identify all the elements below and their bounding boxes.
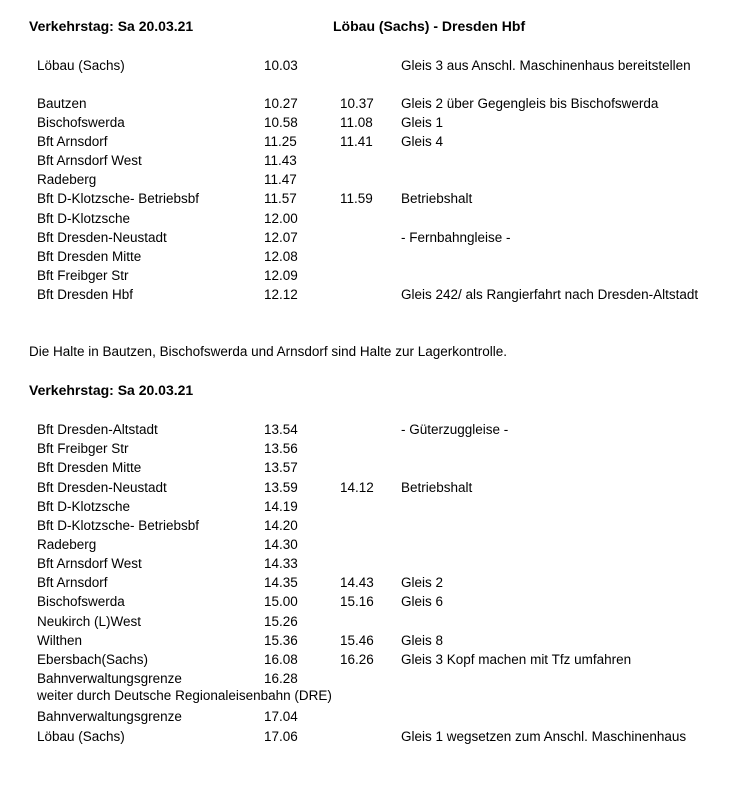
- station-name: Bft D-Klotzsche: [37, 499, 131, 514]
- arrival-time: 11.47: [264, 172, 297, 187]
- section1-date-heading: Verkehrstag: Sa 20.03.21: [29, 18, 194, 34]
- section2-note: weiter durch Deutsche Regionaleisenbahn (DRE): [37, 688, 332, 703]
- departure-time: 10.37: [340, 96, 374, 111]
- arrival-time: 12.08: [264, 249, 298, 264]
- departure-time: 16.26: [340, 652, 374, 667]
- track-remark: - Fernbahngleise -: [401, 230, 511, 245]
- station-name: Bft Dresden Hbf: [37, 287, 134, 302]
- arrival-time: 12.00: [264, 211, 298, 226]
- departure-time: 14.43: [340, 575, 374, 590]
- station-name: Bahnverwaltungsgrenze: [37, 709, 182, 724]
- departure-time: 15.16: [340, 594, 374, 609]
- station-name: Bft Dresden-Neustadt: [37, 230, 167, 245]
- track-remark: Betriebshalt: [401, 191, 473, 206]
- station-name: Bft Dresden-Altstadt: [37, 422, 158, 437]
- station-name: Bischofswerda: [37, 115, 125, 130]
- arrival-time: 14.35: [264, 575, 298, 590]
- arrival-time: 13.56: [264, 441, 298, 456]
- station-name: Bischofswerda: [37, 594, 125, 609]
- track-remark: Gleis 1 wegsetzen zum Anschl. Maschinenhaus: [401, 729, 687, 744]
- station-name: Bft Arnsdorf: [37, 575, 108, 590]
- station-name: Löbau (Sachs): [37, 729, 125, 744]
- arrival-time: 10.27: [264, 96, 298, 111]
- arrival-time: 11.57: [264, 191, 297, 206]
- track-remark: Gleis 1: [401, 115, 444, 130]
- station-name: Radeberg: [37, 172, 97, 187]
- track-remark: Gleis 2: [401, 575, 444, 590]
- section2-date-heading: Verkehrstag: Sa 20.03.21: [29, 382, 194, 398]
- station-name: Löbau (Sachs): [37, 58, 125, 73]
- section1-note: Die Halte in Bautzen, Bischofswerda und Arnsdorf sind Halte zur Lagerkontrolle.: [29, 344, 508, 359]
- arrival-time: 10.58: [264, 115, 298, 130]
- arrival-time: 16.08: [264, 652, 298, 667]
- track-remark: Betriebshalt: [401, 480, 473, 495]
- departure-time: 11.08: [340, 115, 373, 130]
- arrival-time: 14.19: [264, 499, 298, 514]
- arrival-time: 11.43: [264, 153, 297, 168]
- arrival-time: 14.20: [264, 518, 298, 533]
- station-name: Bft D-Klotzsche- Betriebsbf: [37, 191, 200, 206]
- station-name: Radeberg: [37, 537, 97, 552]
- arrival-time: 14.33: [264, 556, 298, 571]
- arrival-time: 17.04: [264, 709, 298, 724]
- arrival-time: 14.30: [264, 537, 298, 552]
- track-remark: Gleis 6: [401, 594, 444, 609]
- station-name: Ebersbach(Sachs): [37, 652, 149, 667]
- track-remark: Gleis 3 aus Anschl. Maschinenhaus bereitstellen: [401, 58, 691, 73]
- track-remark: - Güterzuggleise -: [401, 422, 509, 437]
- track-remark: Gleis 4: [401, 134, 444, 149]
- arrival-time: 12.09: [264, 268, 298, 283]
- station-name: Bft D-Klotzsche- Betriebsbf: [37, 518, 200, 533]
- section1-route-heading: Löbau (Sachs) - Dresden Hbf: [333, 18, 526, 34]
- track-remark: Gleis 242/ als Rangierfahrt nach Dresden-Altstadt: [401, 287, 699, 302]
- arrival-time: 15.00: [264, 594, 298, 609]
- station-name: Bft Freibger Str: [37, 441, 129, 456]
- station-name: Wilthen: [37, 633, 83, 648]
- departure-time: 11.41: [340, 134, 373, 149]
- station-name: Bft Arnsdorf West: [37, 556, 142, 571]
- track-remark: Gleis 3 Kopf machen mit Tfz umfahren: [401, 652, 632, 667]
- track-remark: Gleis 8: [401, 633, 444, 648]
- arrival-time: 11.25: [264, 134, 297, 149]
- arrival-time: 16.28: [264, 671, 298, 686]
- arrival-time: 17.06: [264, 729, 298, 744]
- arrival-time: 15.26: [264, 614, 298, 629]
- station-name: Bft Dresden Mitte: [37, 460, 142, 475]
- station-name: Bft Arnsdorf West: [37, 153, 142, 168]
- station-name: Bft Dresden Mitte: [37, 249, 142, 264]
- departure-time: 15.46: [340, 633, 374, 648]
- station-name: Bft D-Klotzsche: [37, 211, 131, 226]
- station-name: Bft Dresden-Neustadt: [37, 480, 167, 495]
- arrival-time: 12.07: [264, 230, 298, 245]
- arrival-time: 13.54: [264, 422, 298, 437]
- departure-time: 14.12: [340, 480, 374, 495]
- arrival-time: 10.03: [264, 58, 298, 73]
- arrival-time: 13.57: [264, 460, 298, 475]
- station-name: Neukirch (L)West: [37, 614, 142, 629]
- station-name: Bft Freibger Str: [37, 268, 129, 283]
- arrival-time: 15.36: [264, 633, 298, 648]
- departure-time: 11.59: [340, 191, 373, 206]
- station-name: Bautzen: [37, 96, 87, 111]
- station-name: Bahnverwaltungsgrenze: [37, 671, 182, 686]
- arrival-time: 12.12: [264, 287, 298, 302]
- track-remark: Gleis 2 über Gegengleis bis Bischofswerda: [401, 96, 659, 111]
- station-name: Bft Arnsdorf: [37, 134, 108, 149]
- arrival-time: 13.59: [264, 480, 298, 495]
